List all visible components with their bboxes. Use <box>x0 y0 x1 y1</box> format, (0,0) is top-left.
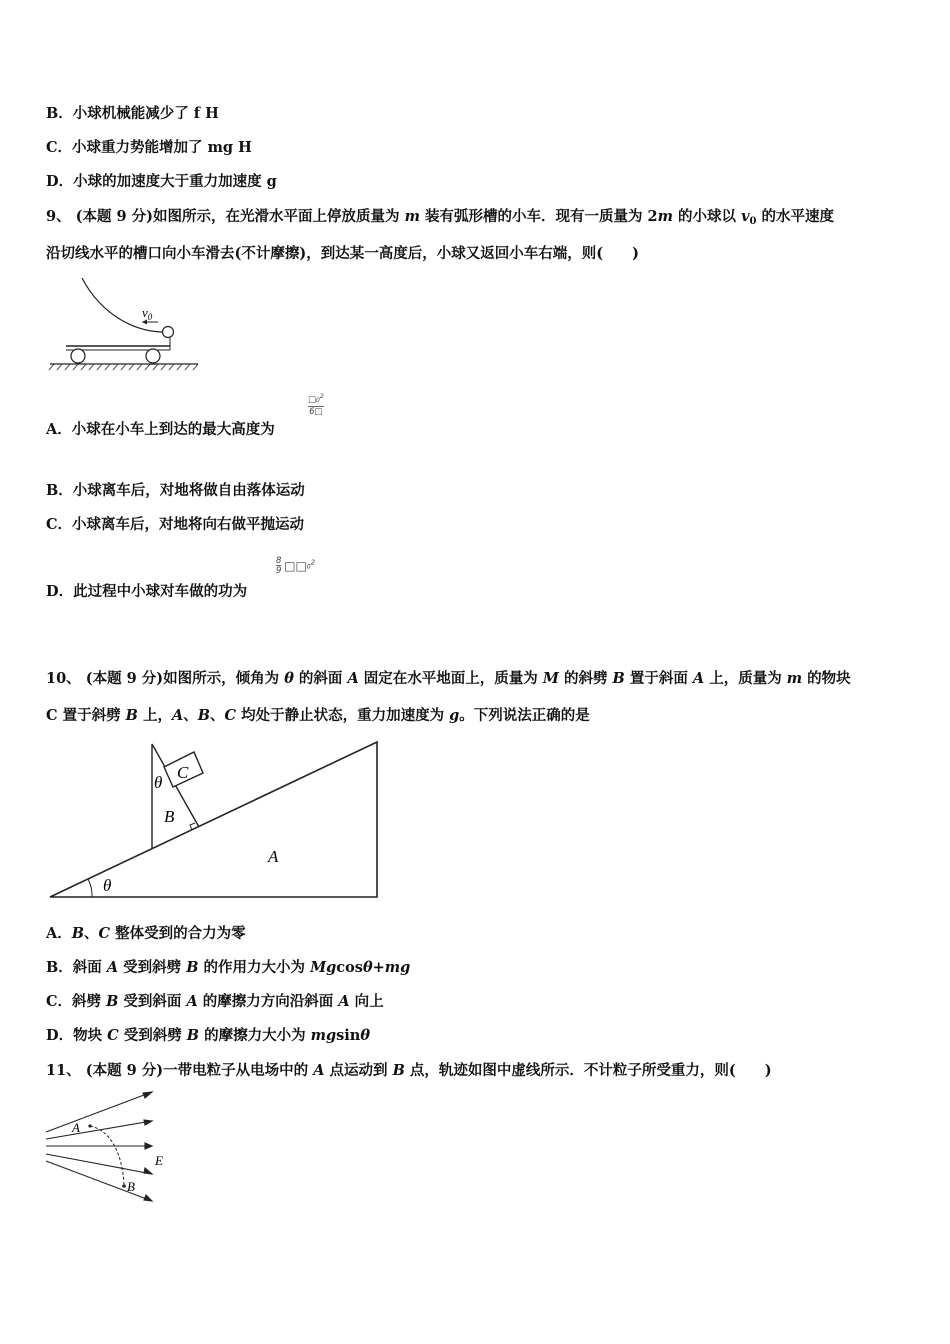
q10-stem-line1: 10、 (本题 9 分)如图所示，倾角为 θ 的斜面 A 固定在水平地面上，质量为 M 的斜劈 B 置于斜面 A 上，质量为 m 的物块 <box>46 670 851 687</box>
q9-cart-figure <box>46 276 206 371</box>
q11-stem: 11、 (本题 9 分)一带电粒子从电场中的 A 点运动到 B 点，轨迹如图中虚线所示．不计粒子所受重力，则( ) <box>46 1062 772 1079</box>
q9-formula-a: $\frac{□0^2}{6□}$ <box>308 393 324 417</box>
angle-theta-wedge: θ <box>154 773 163 792</box>
incline-label-a: A <box>268 847 279 866</box>
point-b-label: B <box>127 1179 135 1194</box>
q10-incline-figure <box>46 738 386 903</box>
q9-stem-line1: 9、 (本题 9 分)如图所示，在光滑水平面上停放质量为 m 装有弧形槽的小车．现有一质量为 2m 的小球以 $v_0$ 的水平速度 <box>46 208 835 227</box>
angle-theta-ground: θ <box>103 876 112 895</box>
velocity-label: $v_0$ <box>142 305 153 322</box>
q9-formula-d: 8 9 $□□0^2$ <box>276 556 316 576</box>
option-d: D．小球的加速度大于重力加速度 g <box>46 173 277 190</box>
option-b: B．小球机械能减少了 f H <box>46 105 219 122</box>
wedge-label-b: B <box>164 807 175 826</box>
q9-stem-line2: 沿切线水平的槽口向小车滑去(不计摩擦)，到达某一高度后，小球又返回小车右端，则( ) <box>46 245 639 262</box>
field-e-label: E <box>155 1153 163 1168</box>
q9-option-a: A．小球在小车上到达的最大高度为 <box>46 421 275 438</box>
q9-option-b: B．小球离车后，对地将做自由落体运动 <box>46 482 305 499</box>
q10-option-d: D．物块 C 受到斜劈 B 的摩擦力大小为 mgsinθ <box>46 1027 371 1044</box>
q10-option-a: A．B、C 整体受到的合力为零 <box>46 925 246 942</box>
block-label-c: C <box>177 763 189 782</box>
q9-option-d: D．此过程中小球对车做的功为 <box>46 583 248 600</box>
q10-option-c: C．斜劈 B 受到斜面 A 的摩擦力方向沿斜面 A 向上 <box>46 993 384 1010</box>
option-c: C．小球重力势能增加了 mg H <box>46 139 252 156</box>
point-a-label: A <box>72 1120 80 1135</box>
q11-field-figure <box>44 1090 174 1210</box>
q10-option-b: B．斜面 A 受到斜劈 B 的作用力大小为 Mgcosθ+mg <box>46 959 411 976</box>
q10-stem-line2: C 置于斜劈 B 上，A、B、C 均处于静止状态，重力加速度为 g。下列说法正确的是 <box>46 707 590 724</box>
q9-option-c: C．小球离车后，对地将向右做平抛运动 <box>46 516 305 533</box>
